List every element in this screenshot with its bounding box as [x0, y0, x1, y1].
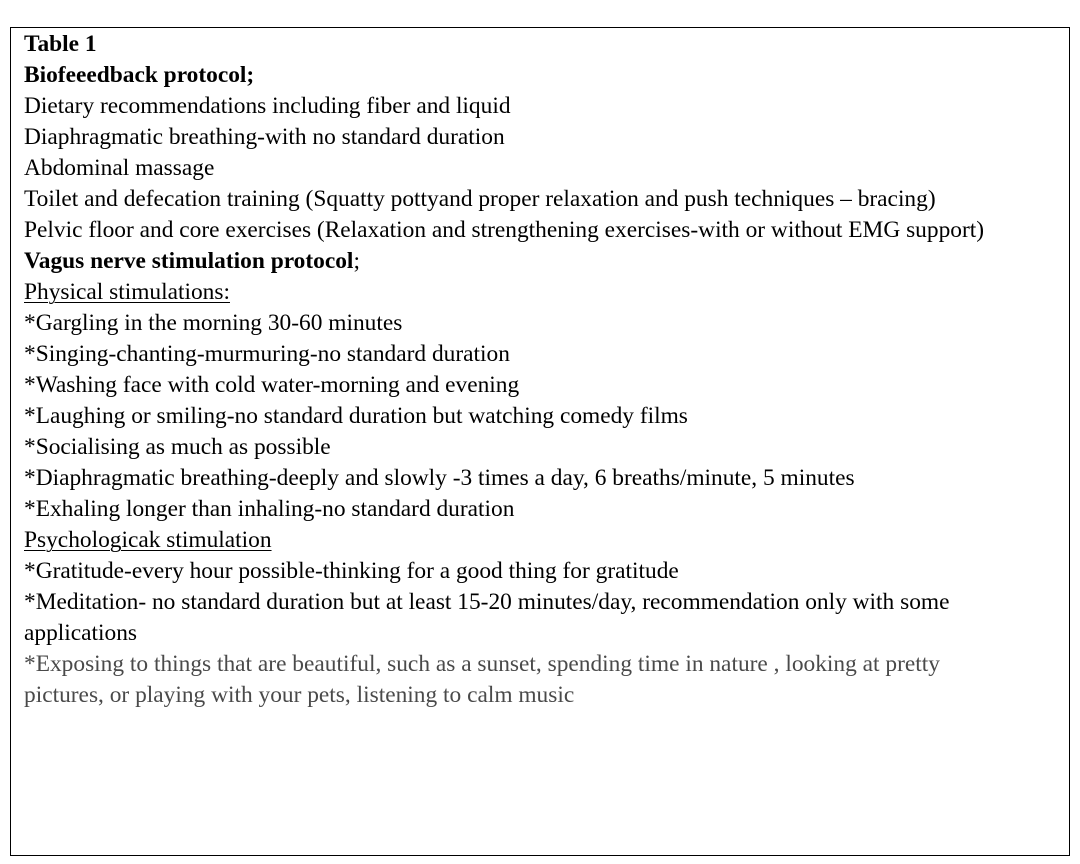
- physical-item: *Diaphragmatic breathing-deeply and slowly -3 times a day, 6 breaths/minute, 5 minutes: [24, 465, 855, 491]
- biofeedback-item: Dietary recommendations including fiber and liquid: [24, 93, 511, 119]
- biofeedback-item: Abdominal massage: [24, 155, 215, 181]
- vagus-heading-line: [24, 246, 1064, 277]
- physical-item: *Singing-chanting-murmuring-no standard duration: [24, 341, 510, 367]
- psychological-item: *Gratitude-every hour possible-thinking for a good thing for gratitude: [24, 558, 679, 584]
- physical-item: *Exhaling longer than inhaling-no standard duration: [24, 496, 515, 522]
- vagus-heading: Vagus nerve stimulation protocol: [24, 248, 354, 274]
- psychological-item: *Exposing to things that are beautiful, such as a sunset, spending time in nature , looking at pretty pictures, or playing with your pets, listening to calm music: [24, 651, 940, 708]
- biofeedback-item: Diaphragmatic breathing-with no standard duration: [24, 124, 505, 150]
- physical-item: *Washing face with cold water-morning and evening: [24, 372, 520, 398]
- biofeedback-item: Toilet and defecation training (Squatty pottyand proper relaxation and push techniques – bracing): [24, 186, 936, 212]
- table-title: Table 1: [24, 31, 97, 57]
- physical-item: *Gargling in the morning 30-60 minutes: [24, 310, 403, 336]
- psychological-heading: Psychologicak stimulation: [24, 527, 272, 553]
- physical-item: *Socialising as much as possible: [24, 434, 331, 460]
- physical-heading: Physical stimulations:: [24, 279, 230, 305]
- table-content: [24, 29, 1064, 711]
- biofeedback-item: Pelvic floor and core exercises (Relaxation and strengthening exercises-with or without EMG support): [24, 217, 985, 243]
- biofeedback-heading: Biofeeedback protocol;: [24, 62, 255, 88]
- vagus-heading-suffix: ;: [353, 248, 360, 274]
- physical-item: *Laughing or smiling-no standard duration but watching comedy films: [24, 403, 688, 429]
- psychological-item: *Meditation- no standard duration but at least 15-20 minutes/day, recommendation only with some applications: [24, 589, 950, 646]
